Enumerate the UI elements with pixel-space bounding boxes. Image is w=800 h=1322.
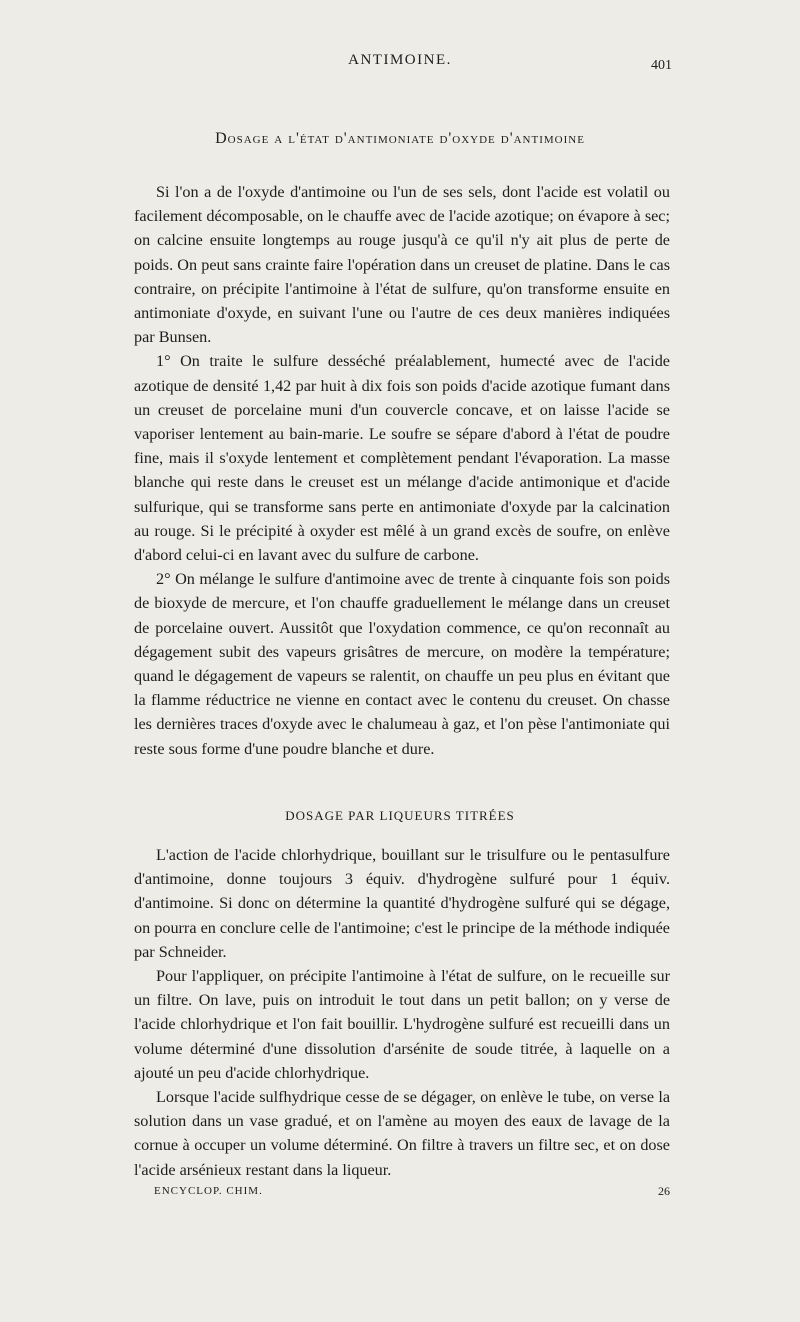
paragraph: Si l'on a de l'oxyde d'antimoine ou l'un de ses sels, dont l'acide est volatil ou facilement décomposable, on le chauffe avec de l'acide azotique; on évapore à sec; on calcine ensuite longtemps au rouge jusqu'à ce qu'il n'y ait plus de perte de poids. On peut sans crainte faire l'opération dans un creuset de platine. Dans le cas contraire, on précipite l'antimoine à l'état de sulfure, qu'on transforme ensuite en antimoniate d'oxyde, en suivant l'une ou l'autre de ces deux manières indiquées par Bunsen. — [134, 183, 670, 347]
footer-sheet-number: 26 — [658, 1184, 670, 1198]
paragraph: 1° On traite le sulfure desséché préalablement, humecté avec de l'acide azotique de densité 1,42 par huit à dix fois son poids d'acide azotique fumant dans un creuset de porcelaine muni d'un couvercle concave, et on laisse l'acide se vaporiser lentement au bain-marie. Le soufre se sépare d'abord à l'état de poudre fine, mais il s'oxyde lentement et complètement pendant l'évaporation. La masse blanche qui reste dans le creuset est un mélange d'acide antimonique et d'acide sulfurique, qui se transforme sans perte en antimoniate d'oxyde par la calcination au rouge. Si le précipité à oxyder est mêlé à un grand excès de soufre, on enlève d'abord celui-ci en lavant avec du sulfure de carbone. — [134, 352, 670, 565]
paragraph: Lorsque l'acide sulfhydrique cesse de se dégager, on enlève le tube, on verse la solution dans un vase gradué, et on l'amène au moyen des eaux de lavage de la cornue à occuper un volume déterminé. On filtre à travers un filtre sec, et on dose l'acide arsénieux restant dans la liqueur. — [134, 1088, 670, 1179]
running-head: ANTIMOINE. — [348, 52, 452, 68]
footer-signature: ENCYCLOP. CHIM. — [154, 1185, 263, 1197]
paragraph: 2° On mélange le sulfure d'antimoine avec de trente à cinquante fois son poids de bioxyde de mercure, et l'on chauffe graduellement le mélange dans un creuset de porcelaine ouvert. Aussitôt que l'oxydation commence, ce qu'on reconnaît au dégagement subit des vapeurs grisâtres de mercure, on modère la température; quand le dégagement de vapeurs se ralentit, on chauffe un peu plus en évitant que la flamme réductrice ne vienne en contact avec le contenu du creuset. On chasse les dernières traces d'oxyde avec le chalumeau à gaz, et l'on pèse l'antimoniate qui reste sous forme d'une poudre blanche et dure. — [134, 570, 670, 758]
section-title: Dosage a l'état d'antimoniate d'oxyde d'antimoine — [215, 130, 585, 147]
subsection-body — [134, 843, 670, 1182]
section-body — [134, 180, 670, 761]
page-number: 401 — [651, 58, 672, 73]
paragraph: L'action de l'acide chlorhydrique, bouillant sur le trisulfure ou le pentasulfure d'antimoine, donne toujours 3 équiv. d'hydrogène sulfuré pour 1 équiv. d'antimoine. Si donc on détermine la quantité d'hydrogène sulfuré qui se dégage, on pourra en conclure celle de l'antimoine; c'est le principe de la méthode indiquée par Schneider. — [134, 846, 670, 961]
subsection-title: DOSAGE PAR LIQUEURS TITRÉES — [285, 808, 515, 823]
paragraph: Pour l'appliquer, on précipite l'antimoine à l'état de sulfure, on le recueille sur un filtre. On lave, puis on introduit le tout dans un petit ballon; on y verse de l'acide chlorhydrique et l'on fait bouillir. L'hydrogène sulfuré est recueilli dans un volume déterminé d'une dissolution d'arsénite de soude titrée, à laquelle on a ajouté un peu d'acide chlorhydrique. — [134, 967, 670, 1082]
